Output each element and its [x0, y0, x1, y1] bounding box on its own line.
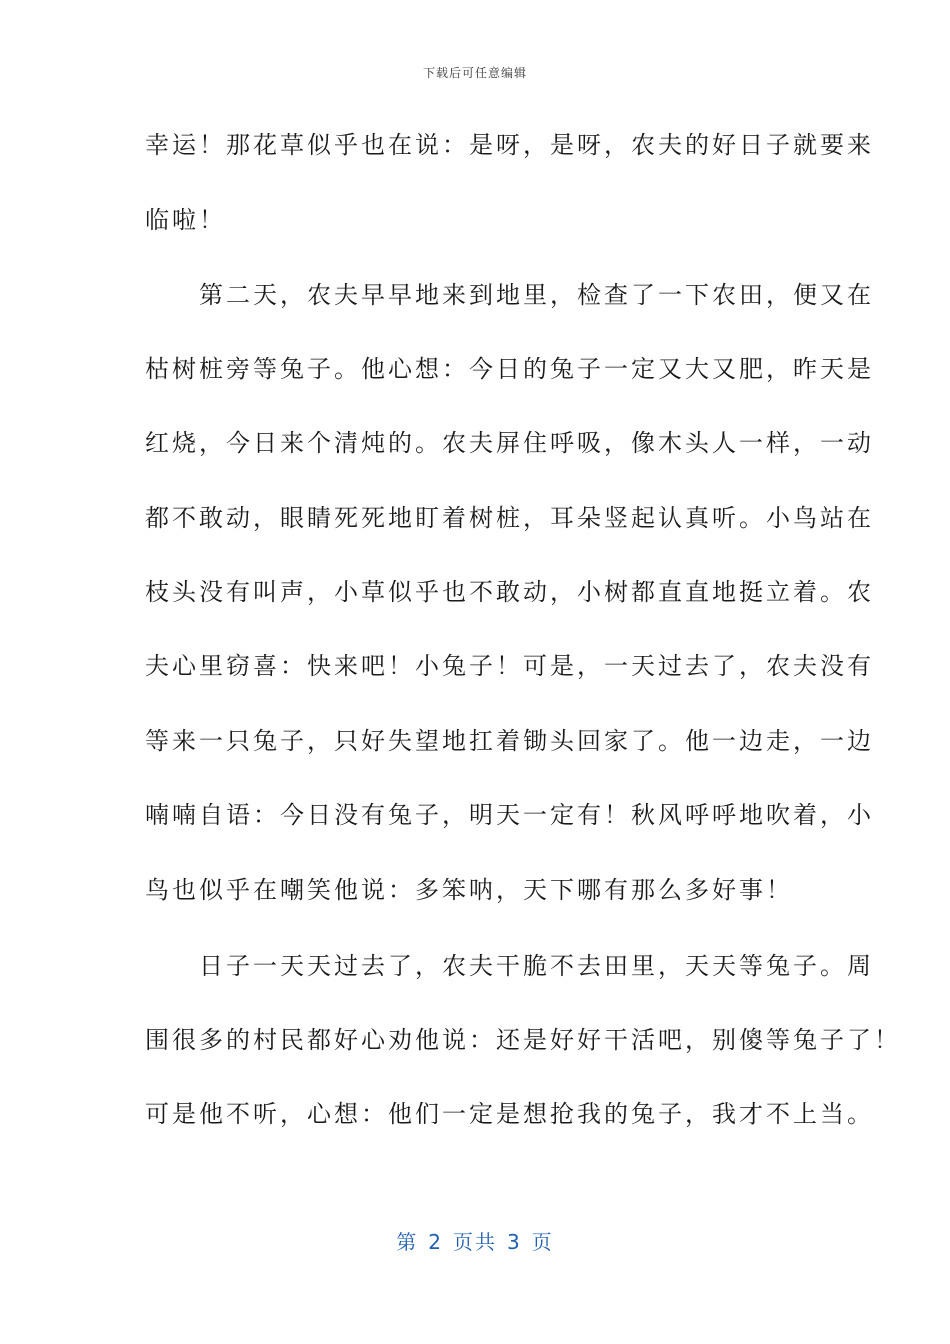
page-footer — [0, 1226, 950, 1255]
text-line-6: 都不敢动，眼睛死死地盯着树桩，耳朵竖起认真听。小鸟站在 — [145, 504, 874, 532]
text-line-10: 喃喃自语：今日没有兔子，明天一定有！秋风呼呼地吹着，小 — [145, 801, 874, 829]
footer-total-pages: 3 — [507, 1230, 522, 1254]
text-line-4: 枯树桩旁等兔子。他心想：今日的兔子一定又大又肥，昨天是 — [145, 355, 874, 383]
text-line-2: 临啦！ — [145, 206, 226, 234]
text-line-12: 日子一天天过去了，农夫干脆不去田里，天天等兔子。周 — [145, 952, 874, 980]
text-line-13: 围很多的村民都好心劝他说：还是好好干活吧，别傻等兔子了！ — [145, 1026, 901, 1054]
text-line-3: 第二天，农夫早早地来到地里，检查了一下农田，便又在 — [145, 281, 874, 309]
footer-page-number: 2 — [428, 1230, 443, 1254]
text-line-5: 红烧，今日来个清炖的。农夫屏住呼吸，像木头人一样，一动 — [145, 429, 874, 457]
header-note: 下载后可任意编辑 — [422, 66, 527, 80]
footer-suffix: 页 — [531, 1230, 554, 1254]
text-line-7: 枝头没有叫声，小草似乎也不敢动，小树都直直地挺立着。农 — [145, 578, 874, 606]
text-line-8: 夫心里窃喜：快来吧！小兔子！可是，一天过去了，农夫没有 — [145, 652, 874, 680]
text-line-14: 可是他不听，心想：他们一定是想抢我的兔子，我才不上当。 — [145, 1100, 874, 1128]
text-line-9: 等来一只兔子，只好失望地扛着锄头回家了。他一边走，一边 — [145, 727, 874, 755]
text-line-1: 幸运！那花草似乎也在说：是呀，是呀，农夫的好日子就要来 — [145, 131, 874, 159]
footer-prefix: 第 — [396, 1230, 419, 1254]
text-line-11: 鸟也似乎在嘲笑他说：多笨呐，天下哪有那么多好事！ — [145, 876, 793, 904]
footer-middle: 页共 — [453, 1230, 497, 1254]
